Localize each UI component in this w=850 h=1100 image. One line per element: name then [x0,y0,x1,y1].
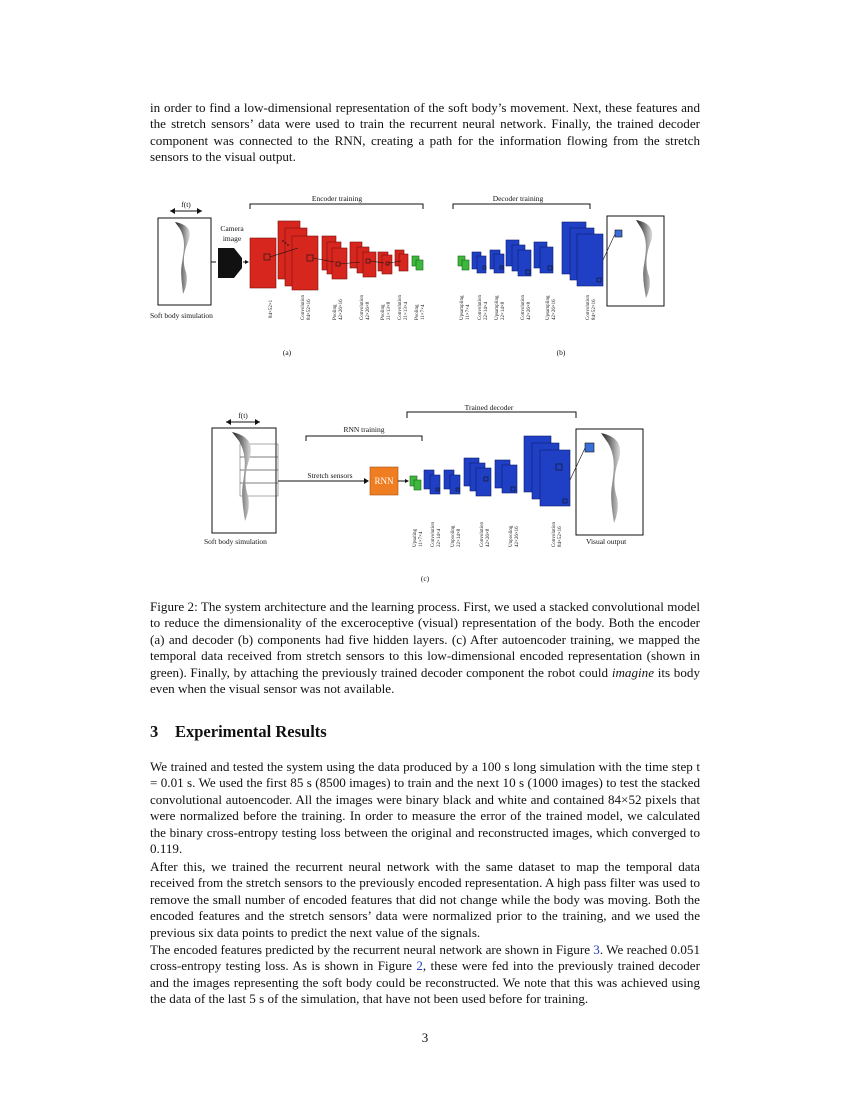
trained-decoder-title: Trained decoder [464,403,514,412]
p3-text-c: , these were fed into the previously trained decoder and the images representing the soft body could be reconstructed. We note that this was achieved using the data of the last 5 s of the simulation, that have not been used before for training. [150,958,700,1007]
c-label-dims-4: 42×26×16 [515,526,520,547]
enc-label-name-3: Convolution [360,294,365,320]
p3-text-b: . We reached 0.051 cross-entropy testing loss. As is shown in Figure [150,942,701,974]
encoder-bracket [250,204,423,209]
sim-label-a: Soft body simulation [150,311,213,320]
enc-label-dims-5: 21×13×4 [404,301,409,320]
page-number: 3 [421,1030,429,1045]
dec-label-name-2: Upsampling [495,295,500,320]
caption-text-before: Figure 2: The system architecture and the learning process. First, we used a stacked convolutional model to reduce the dimensionality of the exceroceptive (visual) representation of the body. Both the encoder (a) and decoder (b) components had five hidden layers. (c) After autoencoder training, we mapped the temporal data received from stretch sensors to this low-dimensional encoded representation (shown in green). Finally, by attaching the previously trained decoder component the robot could [150,599,700,680]
enc-label-dims-3: 42×26×8 [366,301,371,320]
decoder-layers [472,222,603,286]
caption-text-after: its body even when the visual sensor was not available. [150,664,700,697]
enc-layer-3c [363,252,376,277]
figure-2-link[interactable]: 2 [416,958,423,974]
enc-layer-1c [292,236,318,290]
trained-decoder-bracket [407,412,576,418]
rnn-training-title: RNN training [343,425,385,434]
camera-label-line2: image [222,234,242,243]
c-label-dims-3: 42×26×8 [486,528,491,547]
paragraph-2: After this, we trained the recurrent neural network with the same dataset to map the temporal data received from the stretch sensors to the previously encoded representation. A high pass filter was used to remove the small number of encoded features that did not change while the body was moving. Both the encoded features and the stretch sensors’ data were normalized prior to the training, and we used the previous six data points to predict the next value of the signals. [150,859,700,940]
enc-layer-5b [399,254,408,271]
decoder-labels [460,294,597,320]
enc-label-name-5: Convolution [398,294,403,320]
dec-label-dims-3: 42×26×8 [527,301,532,320]
rnn-box-label: RNN [374,476,394,486]
dec-label-dims-5: 84×52×16 [592,299,597,320]
c-label-name-5: Convolution [552,521,557,547]
force-arrowhead-right-a [197,208,202,214]
dec-label-name-5: Convolution [586,294,591,320]
c-label-name-1: Convolution [431,521,436,547]
figure-caption [150,599,700,697]
encoder-title: Encoder training [311,194,363,203]
dec-label-name-4: Upsampling [546,295,551,320]
force-arrowhead-left-a [170,208,175,214]
enc-label-name-6: Pooling [415,304,420,320]
sim-label-c: Soft body simulation [204,537,267,546]
enc-label-dims-0: 84×52×1 [269,299,274,318]
dec-label-dims-4: 42×26×16 [552,299,557,320]
decoder-bracket [453,204,590,209]
rnn-training-bracket [306,436,422,441]
figure-ab [0,188,850,368]
camera-icon [218,248,242,278]
dec-label-name-0: Upsampling [460,295,465,320]
section-number: 3 [150,722,159,741]
enc-label-dims-1: 84×52×16 [307,299,312,320]
stretch-sensors-label: Stretch sensors [307,471,353,480]
enc-label-dims-6: 11×7×4 [421,304,426,320]
enc-label-dims-4: 21×13×8 [387,301,392,320]
output-panel-b [607,216,664,306]
section-heading [150,722,327,742]
subcaption-b: (b) [556,348,566,357]
dec-label-dims-1: 22×14×4 [484,301,489,320]
force-label-a: f(t) [181,200,191,209]
dec-label-dims-2: 22×14×8 [501,301,506,320]
paragraph-3 [150,942,700,1008]
intro-paragraph: in order to find a low-dimensional representation of the soft body’s movement. Next, these features and the stretch sensors’ data were used to train the recurrent neural network. Finally, the trained decoder component was connected to the RNN, creating a path for the information flowing from the stretch sensors to the visual output. [150,100,700,165]
decoded-input-layer [458,256,469,270]
encoder-labels [269,294,426,320]
force-label-c: f(t) [238,411,248,420]
c-label-dims-0: 11×7×4 [419,531,424,547]
c-label-dims-5: 84×52×16 [558,526,563,547]
dec-label-dims-0: 11×7×4 [466,304,471,320]
encoded-layer-c [410,476,421,490]
enc-layer-0 [250,238,276,288]
enc-label-name-4: Pooling [381,304,386,320]
c-label-dims-1: 22×14×4 [437,528,442,547]
enc-label-name-1: Convolution [301,294,306,320]
subcaption-a: (a) [282,348,292,357]
paragraph-1: We trained and tested the system using the data produced by a 100 s long simulation with the time step t = 0.01 s. We used the first 85 s (8500 images) to train and the next 10 s (1000 images) to test the stacked convolutional autoencoder. All the images were binary black and white and contained 84×52 pixels that were normalized before the training. In order to measure the error of the trained model, we calculated the binary cross-entropy testing loss between the original and reconstructed images, which converged to 0.119. [150,759,700,857]
enc-label-dims-2: 42×26×16 [339,299,344,320]
dec-label-name-1: Convolution [478,294,483,320]
c-label-name-3: Convolution [480,521,485,547]
enc-label-name-2: Pooling [333,304,338,320]
section-title: Experimental Results [175,722,327,741]
figure-c [0,398,850,588]
layer-labels-c [413,521,563,547]
encoded-layer [412,256,423,270]
caption-emphasis: imagine [611,664,655,680]
c-label-dims-2: 22×14×8 [457,528,462,547]
c-label-name-2: Unpooling [451,525,456,547]
c-label-name-0: Upsaling [413,528,418,547]
visual-output-label: Visual output [586,537,627,546]
camera-label-line1: Camera [220,224,244,233]
c-label-name-4: Unpooling [509,525,514,547]
decoder-title: Decoder training [492,194,544,203]
dec-label-name-3: Convolution [521,294,526,320]
subcaption-c: (c) [420,574,430,583]
p3-text-a: The encoded features predicted by the recurrent neural network are shown in Figure [150,942,594,957]
enc-layer-4b [382,255,392,274]
figure-3-link[interactable]: 3 [593,942,600,957]
decoder-layers-c [424,436,570,506]
